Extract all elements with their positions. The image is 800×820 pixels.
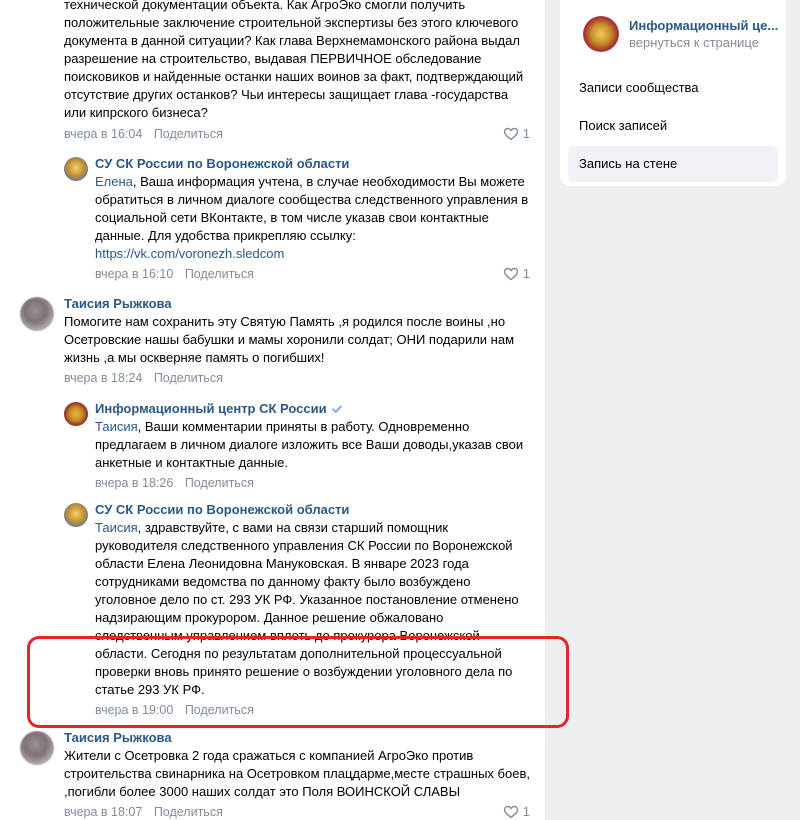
comment-meta: [64, 803, 530, 820]
comment-author-name[interactable]: Информационный центр СК России: [95, 401, 327, 416]
group-name[interactable]: Информационный це...: [629, 18, 779, 33]
share-button[interactable]: Поделиться: [153, 805, 223, 819]
avatar[interactable]: [64, 402, 88, 426]
comment-author[interactable]: [95, 400, 530, 418]
like-count: 1: [522, 266, 530, 281]
share-button[interactable]: Поделиться: [184, 267, 254, 281]
share-button[interactable]: Поделиться: [153, 371, 223, 385]
comment-body: [64, 295, 530, 387]
comment-time[interactable]: вчера в 18:26: [95, 476, 174, 490]
group-info: [629, 17, 778, 51]
like-count: 1: [522, 804, 530, 819]
mention-link[interactable]: Елена: [95, 174, 133, 189]
avatar[interactable]: [64, 157, 88, 181]
comment-time[interactable]: вчера в 18:24: [64, 371, 143, 385]
comment-item: [64, 0, 530, 143]
comment-meta: [64, 125, 530, 143]
avatar[interactable]: [64, 503, 88, 527]
comment-text: Помогите нам сохранить эту Святую Память ,я родился после воины ,но Осетровские нашы бабушки и мамы хоронили солдат; ОНИ подарили нам жизнь ,а мы оскверняе память о погибших!: [64, 314, 515, 365]
comment-text: Жители с Осетровка 2 года сражаться с компанией АгроЭко против строительства свинарника на Осетровком плацдарме,месте страшных боев, ,погибли более 3000 наших солдат это Поля ВОИНСКОЙ СЛАВЫ: [64, 748, 530, 799]
comment-author[interactable]: Таисия Рыжкова: [64, 730, 172, 745]
share-button[interactable]: Поделиться: [184, 703, 254, 717]
external-link[interactable]: https://vk.com/voronezh.sledcom: [95, 246, 285, 261]
comment-text-body: , Ваши комментарии приняты в работу. Одновременно предлагаем в личном диалоге изложить все Ваши доводы,указав свои анкетные и контактные данные.: [95, 419, 524, 470]
comment-text-body: , Ваша информация учтена, в случае необходимости Вы можете обратиться в личном диалоге сообщества следственного управления в социальной сети ВКонтакте, в том числе указав свои контактные данные. Для удобства прикрепляю ссылку:: [95, 174, 529, 243]
like-button[interactable]: [503, 125, 530, 143]
avatar[interactable]: [20, 731, 54, 765]
like-button[interactable]: [503, 803, 530, 820]
comment-time[interactable]: вчера в 16:04: [64, 127, 143, 141]
comment-body: [64, 729, 530, 820]
comment-time[interactable]: вчера в 16:10: [95, 267, 174, 281]
comment-author[interactable]: Таисия Рыжкова: [64, 296, 172, 311]
comment-time[interactable]: вчера в 18:07: [64, 805, 143, 819]
sidebar-menu: [568, 70, 778, 184]
highlight-annotation: [27, 636, 569, 728]
sidebar-item-wall-post[interactable]: Запись на стене: [568, 146, 778, 182]
heart-icon: [503, 266, 519, 282]
comment-meta: [64, 369, 530, 387]
mention-link[interactable]: Таисия: [95, 419, 138, 434]
comment-text-body: , здравствуйте, с вами на связи старший помощник руководителя следственного управления СК России по Воронежской области Елена Леонидовна Мануковская. В январе 2023 года сотрудниками ведомства по данному факту было возбуждено уголовное дело по ст. 293 УК РФ. Указанное постановление отменено надзирающим прокурором. Данное решение обжаловано следственным управлением вплоть до прокурора Воронежской области. Сегодня по результатам дополнительной процессуальной проверки вновь принято решение о возбуждении уголовного дела по статье 293 УК РФ.: [95, 520, 519, 697]
group-logo: [583, 16, 619, 52]
mention-link[interactable]: Таисия: [95, 520, 138, 535]
heart-icon: [503, 126, 519, 142]
comment-body: [95, 155, 530, 283]
verified-icon: [331, 403, 343, 415]
sidebar-item-community-posts[interactable]: Записи сообщества: [579, 80, 699, 95]
comment-text: [95, 418, 530, 472]
comment-time[interactable]: вчера в 19:00: [95, 703, 174, 717]
sidebar: [560, 0, 786, 186]
avatar[interactable]: [20, 297, 54, 331]
share-button[interactable]: Поделиться: [153, 127, 223, 141]
comment-text: технической документации объекта. Как АгроЭко смогли получить положительные заключение строительной экспертизы без этого ключевого документа в данной ситуации? Как глава Верхнемамонского района выдал разрешение на строительство, выдавая ПЕРВИЧНОЕ обследование поисковиков и найденные останки наших воинов за факт, подтверждающий отсутствие других останков? Чьи интересы защищает глава -государства или кипрского бизнеса?: [64, 0, 524, 120]
comment-text: [95, 173, 530, 263]
comment-meta: [95, 474, 530, 492]
like-button[interactable]: [503, 265, 530, 283]
heart-icon: [503, 804, 519, 820]
comment-author[interactable]: СУ СК России по Воронежской области: [95, 502, 350, 517]
back-to-page-link[interactable]: вернуться к странице: [629, 35, 759, 50]
comment-meta: [95, 265, 530, 283]
like-count: 1: [522, 126, 530, 141]
comment-author[interactable]: СУ СК России по Воронежской области: [95, 156, 350, 171]
comment-body: [95, 400, 530, 492]
sidebar-item-search-posts[interactable]: Поиск записей: [579, 118, 668, 133]
group-card[interactable]: [583, 16, 778, 52]
share-button[interactable]: Поделиться: [184, 476, 254, 490]
